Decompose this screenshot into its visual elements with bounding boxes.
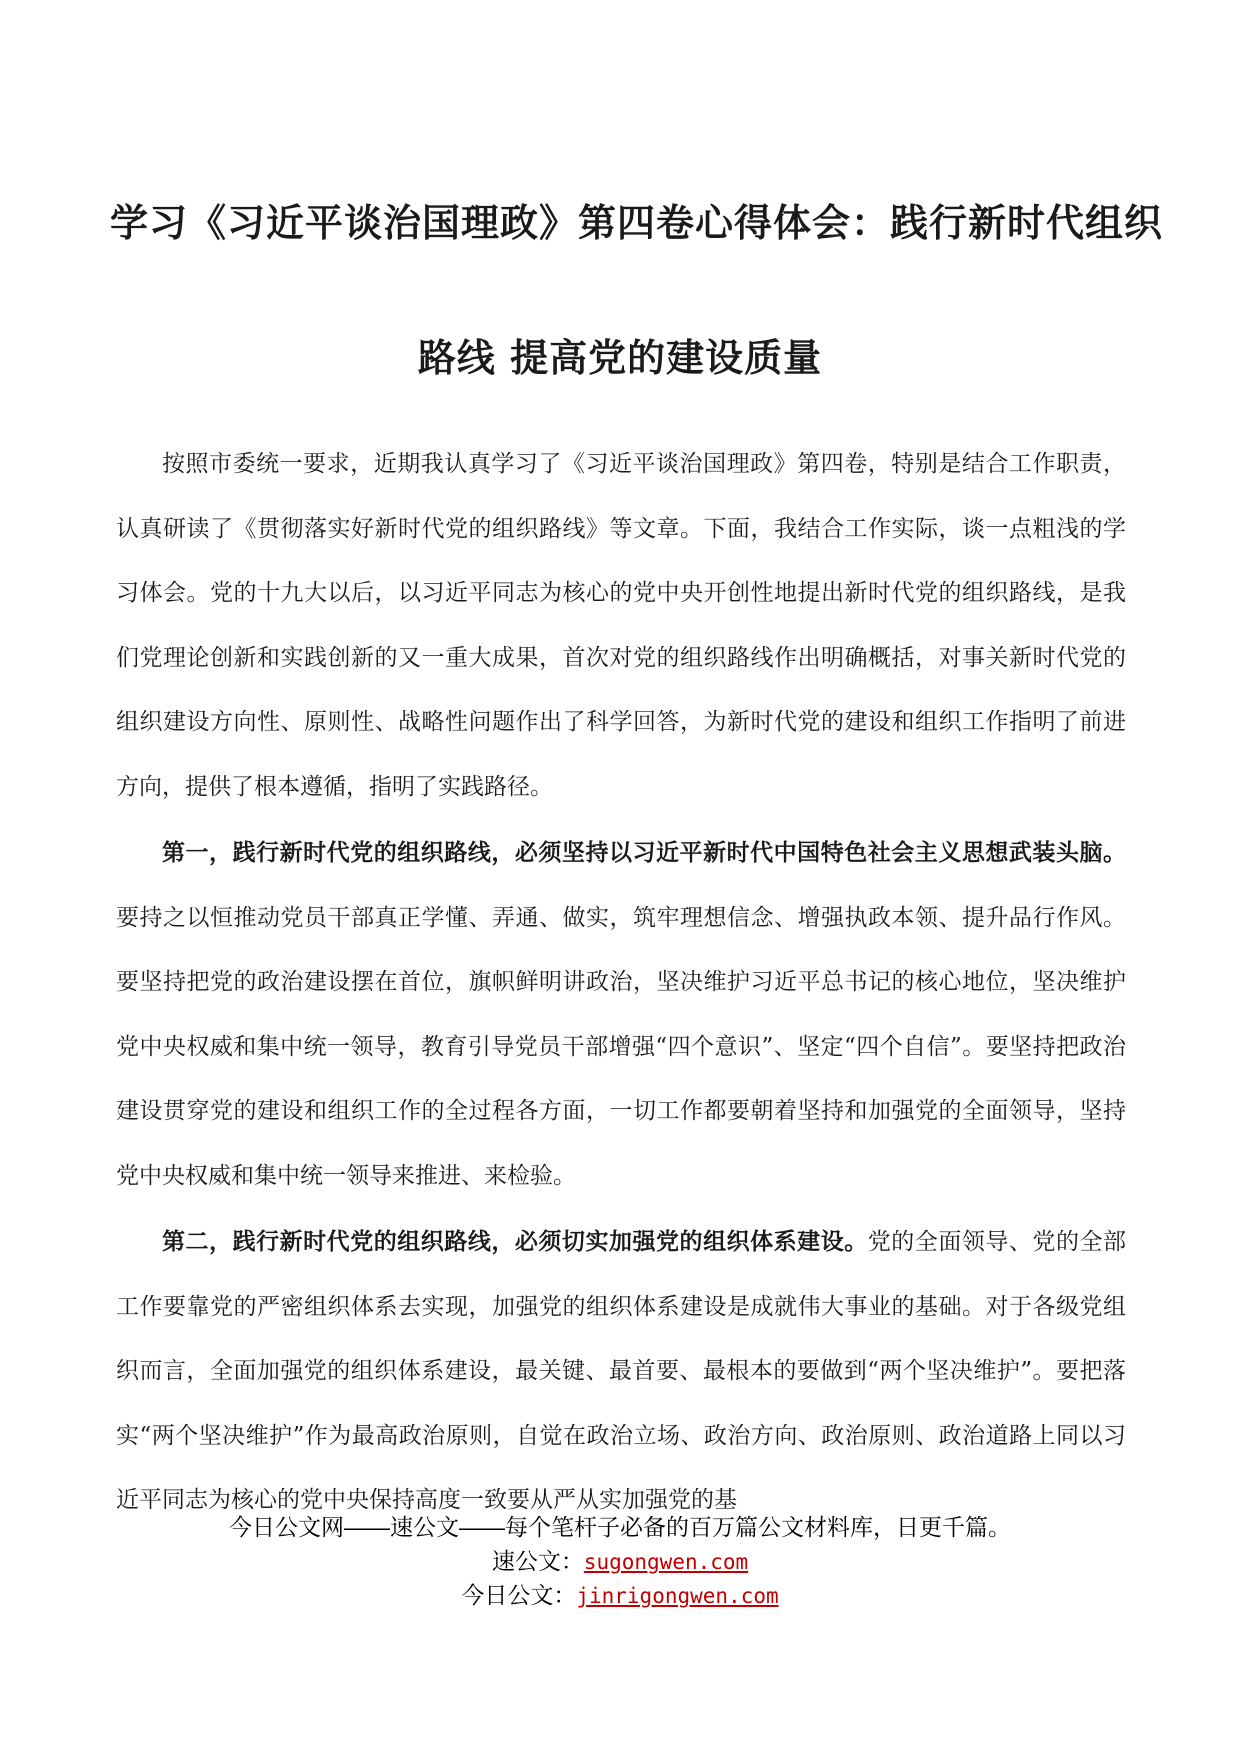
paragraph-second-heading: 第二，践行新时代党的组织路线，必须切实加强党的组织体系建设。 <box>162 1228 868 1255</box>
sugongwen-link[interactable]: sugongwen.com <box>583 1550 749 1574</box>
paragraph-first-heading: 第一，践行新时代党的组织路线，必须坚持以习近平新时代中国特色社会主义思想武装头脑。 <box>162 839 1126 866</box>
jinrigongwen-link[interactable]: jinrigongwen.com <box>576 1584 779 1608</box>
paragraph-first-text: 要持之以恒推动党员干部真正学懂、弄通、做实，筑牢理想信念、增强执政本领、提升品行作风。要坚持把党的政治建设摆在首位，旗帜鲜明讲政治，坚决维护习近平总书记的核心地位，坚决维护党中央权威和集中统一领导，教育引导党员干部增强“四个意识”、坚定“四个自信”。要坚持把政治建设贯穿党的建设和组织工作的全过程各方面，一切工作都要朝着坚持和加强党的全面领导，坚持党中央权威和集中统一领导来推进、来检验。 <box>116 904 1126 1189</box>
document-title-line-1: 学习《习近平谈治国理政》第四卷心得体会：践行新时代组织 <box>110 200 1164 245</box>
paragraph-second-text: 党的全面领导、党的全部工作要靠党的严密组织体系去实现，加强党的组织体系建设是成就伟大事业的基础。对于各级党组织而言，全面加强党的组织体系建设，最关键、最首要、最根本的要做到“两个坚决维护”。要把落实“两个坚决维护”作为最高政治原则，自觉在政治立场、政治方向、政治原则、政治道路上同以习近平同志为核心的党中央保持高度一致要从严从实加强党的基 <box>116 1229 1127 1513</box>
document-title-line-2: 路线 提高党的建设质量 <box>417 335 823 380</box>
footer-jinrigongwen-label: 今日公文： <box>461 1582 577 1608</box>
document-body <box>116 432 1126 1533</box>
paragraph-intro: 按照市委统一要求，近期我认真学习了《习近平谈治国理政》第四卷，特别是结合工作职责，认真研读了《贯彻落实好新时代党的组织路线》等文章。下面，我结合工作实际，谈一点粗浅的学习体会。党的十九大以后，以习近平同志为核心的党中央开创性地提出新时代党的组织路线，是我们党理论创新和实践创新的又一重大成果，首次对党的组织路线作出明确概括，对事关新时代党的组织建设方向性、原则性、战略性问题作出了科学回答，为新时代党的建设和组织工作指明了前进方向，提供了根本遵循，指明了实践路径。 <box>116 451 1126 800</box>
paragraph-first <box>116 821 1126 1208</box>
paragraph-second <box>116 1210 1126 1533</box>
footer-slogan: 今日公文网——速公文——每个笔杆子必备的百万篇公文材料库，日更千篇。 <box>229 1514 1011 1540</box>
footer <box>0 1510 1240 1612</box>
footer-jinrigongwen <box>0 1578 1240 1612</box>
footer-sugongwen-label: 速公文： <box>491 1548 584 1574</box>
footer-sugongwen <box>0 1544 1240 1578</box>
